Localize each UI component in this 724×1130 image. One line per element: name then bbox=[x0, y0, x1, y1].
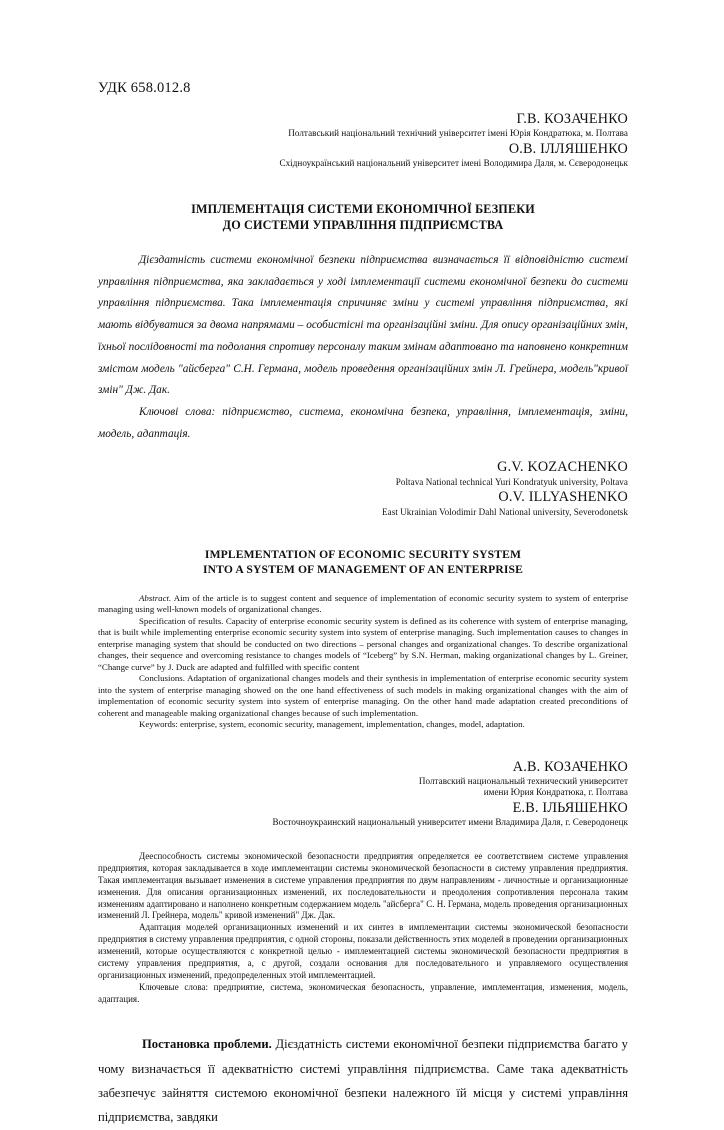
author-affiliation-en-2: East Ukrainian Volodimir Dahl National university, Severodonetsk bbox=[382, 506, 628, 517]
abstract-ukrainian: Дієздатність системи економічної безпеки підприємства визначається її відповідністю системі управління підприємства, яка закладається у ході імплементації системи економічної безпеки до системи управління підприємства. Така імплементація спричиняє зміни у системі управління підприємства, які мають відбуватися за двома напрямами – особистісні та організаційні зміни. Для опису організаційних змін, їхньої послідовності та подолання спротиву персоналу таким змінам адаптовано та наповнено конкретним змістом модель "айсберга" С.Н. Германа, модель проведення організаційних змін Л. Грейнера, модель"кривої змін" Дж. Дак. bbox=[98, 254, 628, 397]
author-affiliation-ru-1-line-1: Полтавский национальный технический университет bbox=[418, 775, 628, 786]
author-affiliation-ru-2: Восточноукраинский национальный университет имени Владимира Даля, г. Северодонецк bbox=[272, 817, 628, 828]
abstract-label-en: Abstract. bbox=[139, 592, 172, 603]
page-content bbox=[98, 0, 628, 1130]
abstract-english-paragraph-2: Specification of results. Capacity of enterprise economic security system is defined as its coherence with system of enterprise managing, that is built while implementing enterprise economic security system into system of enterprise managing. Such implementation causes to changes in enterprise managing system that should be conducted on two directions – personal changes and organizational changes. To describe organizational changes, their sequence and overcoming resistance to changes models of “Iceberg” by S.N. Herman, making organizational changes by L. Greiner, “Change curve” by J. Duck are adapted and fulfilled with specific content bbox=[98, 615, 628, 672]
keywords-russian: Ключевые слова: предприятие, система, экономическая безопасность, управление, имплементация, изменения, модель, адаптация. bbox=[98, 981, 628, 1004]
body-paragraph-1 bbox=[98, 1032, 628, 1129]
author-name-ua-2: О.В. ІЛЛЯШЕНКО bbox=[508, 140, 628, 157]
title-en-line-1: IMPLEMENTATION OF ECONOMIC SECURITY SYSTEM bbox=[204, 548, 522, 562]
author-name-ru-2: Е.В. ІЛЬЯШЕНКО bbox=[512, 800, 628, 817]
title-english bbox=[98, 547, 628, 578]
author-affiliation-ru-1-line-2: имени Юрия Кондратюка, г. Полтава bbox=[483, 787, 628, 798]
udc-code: УДК 658.012.8 bbox=[98, 80, 191, 96]
author-affiliation-ua-2: Східноукраїнський національний університет імені Володимира Даля, м. Сєверодонецьк bbox=[279, 158, 628, 169]
author-affiliation-ua-1: Полтавський національний технічний університет імені Юрія Кондратюка, м. Полтава bbox=[288, 128, 628, 139]
abstract-english-paragraph-3: Conclusions. Adaptation of organizational changes models and their synthesis in implementation of enterprise economic security system into the system of enterprise managing showed on the one hand effectiveness of such models in making organizational changes with the aim of implementation of economic security system into system of enterprise managing. On the other hand made adaptation created preconditions of coherent and manageable making organizational changes because of such implementation. bbox=[98, 673, 628, 718]
author-name-ua-1: Г.В. КОЗАЧЕНКО bbox=[516, 111, 628, 127]
abstract-english-text-1: Aim of the article is to suggest content and sequence of implementation of economic security system to system of enterprise managing using well-known models of organizational changes. bbox=[98, 592, 628, 615]
author-name-ru-1: А.В. КОЗАЧЕНКО bbox=[512, 758, 628, 775]
title-ua-line-1: ІМПЛЕМЕНТАЦІЯ СИСТЕМИ ЕКОНОМІЧНОЇ БЕЗПЕКИ bbox=[191, 201, 535, 216]
author-block-russian bbox=[98, 759, 628, 830]
abstract-russian-paragraph-1: Дееспособность системы экономической безопасности предприятия определяется ее соответствием системе управления предприятия, которая закладывается в ходе имплементации системы экономической безопасности в систему управления предприятия. Такая имплементация вызывает изменения в системе управления предприятия по двум направлениям - личностные и организационные изменения. Для описания организационных изменений, их последовательности и преодоления сопротивления персонала таким изменениям адаптировано и наполнено конкретным содержанием модель "айсберга" С. Н. Германа, модель проведения организационных изменений Л. Грейнера, модель" кривой изменений" Дж. Дак. bbox=[98, 851, 628, 921]
author-affiliation-en-1: Poltava National technical Yuri Kondratyuk university, Poltava bbox=[395, 476, 628, 487]
author-name-en-2: O.V. ILLYASHENKO bbox=[498, 489, 628, 506]
title-ua-line-2: ДО СИСТЕМИ УПРАВЛІННЯ ПІДПРИЄМСТВА bbox=[222, 217, 504, 232]
abstract-english-paragraph-1 bbox=[98, 593, 628, 616]
body-paragraph-1-text: Дієздатність системи економічної безпеки підприємства багато у чому визначається її адекватністю системі управління підприємства. Саме така адекватність забезпечує зайняття системою економічної безпеки належного їй місця у системі управління підприємства, завдяки bbox=[98, 1037, 628, 1125]
section-heading-problem-statement: Постановка проблеми. bbox=[142, 1037, 272, 1052]
author-block-ukrainian bbox=[98, 111, 628, 170]
title-ukrainian bbox=[98, 201, 628, 233]
abstract-russian-paragraph-2: Адаптация моделей организационных изменений и их синтез в имплементации системы экономической безопасности предприятия в систему управления предприятия, с одной стороны, показали действенность этих моделей в проведении организационных изменений, которые осуществляются с конкретной целью - имплементацией системы экономической безопасности предприятия в систему управления предприятия, а, с другой, создали основания для последовательного и управляемого осуществления организационных изменений, предопределенных этой имплементацией. bbox=[98, 922, 628, 980]
keywords-english: Keywords: enterprise, system, economic security, management, implementation, changes, model, adaptation. bbox=[139, 719, 525, 730]
author-name-en-1: G.V. KOZACHENKO bbox=[497, 459, 628, 476]
keywords-ukrainian: Ключові слова: підприємство, система, економічна безпека, управління, імплементація, зміни, модель, адаптація. bbox=[98, 405, 628, 440]
title-en-line-2: INTO A SYSTEM OF MANAGEMENT OF AN ENTERPRISE bbox=[202, 563, 523, 577]
author-block-english bbox=[98, 459, 628, 518]
